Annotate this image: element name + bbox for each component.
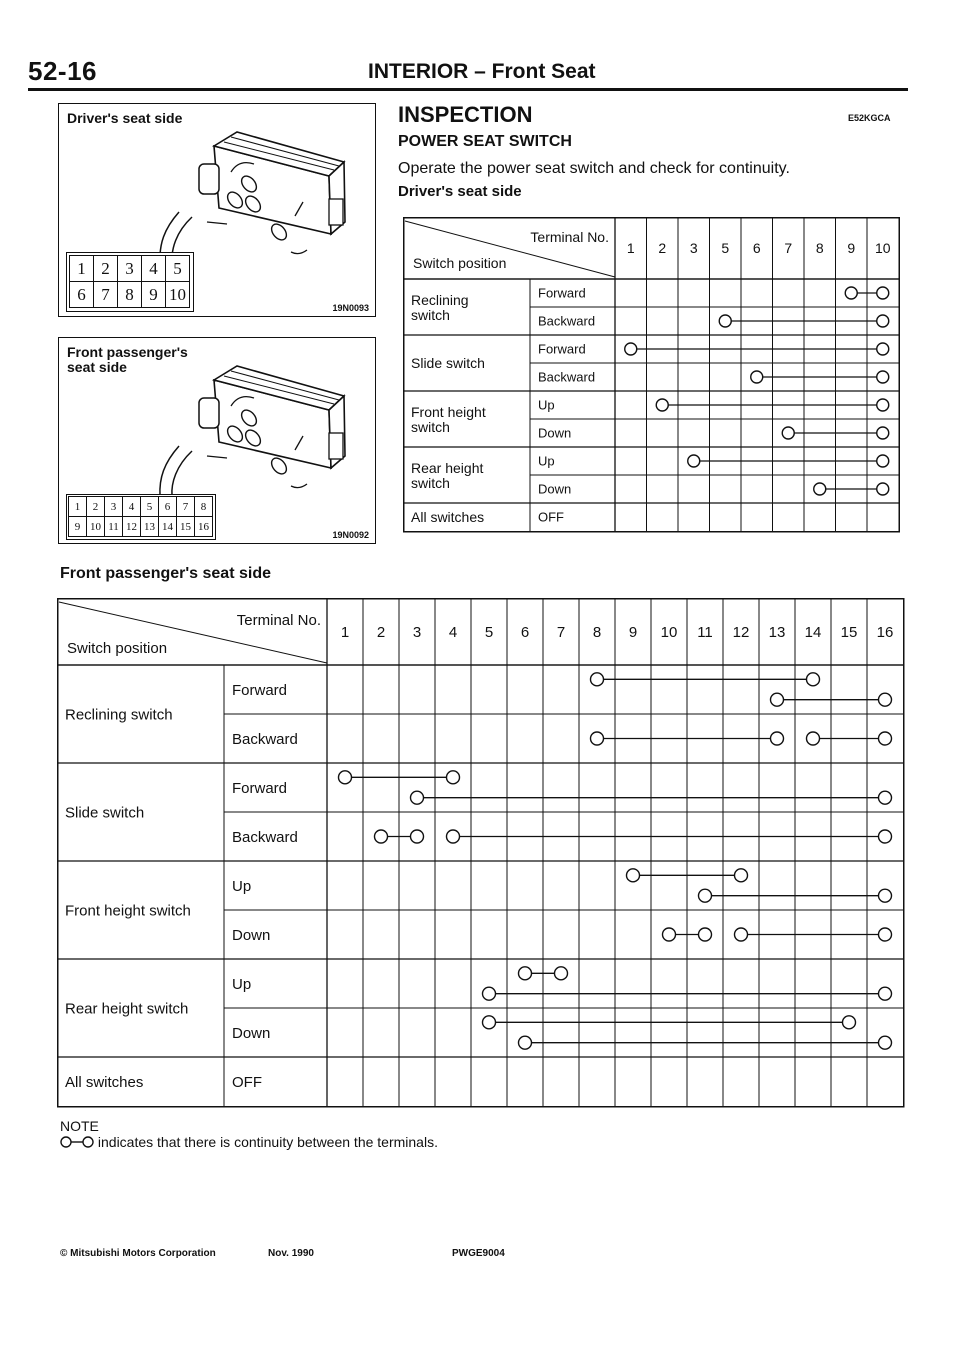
connector-pin: 4 [141,255,166,282]
footer-date: Nov. 1990 [268,1248,314,1259]
terminal-number: 16 [876,623,894,641]
group-label: All switches [411,508,485,525]
terminal-circle [877,455,889,467]
connector-pin: 5 [140,496,159,517]
terminal-circle [411,830,424,843]
figure-code: 19N0092 [332,530,369,540]
connector-pin: 2 [93,255,118,282]
connector-pin: 13 [140,516,159,537]
terminal-circle [411,791,424,804]
terminal-circle [656,399,668,411]
terminal-circle [483,1016,496,1029]
terminal-number: 11 [697,623,713,641]
terminal-number: 4 [448,623,458,641]
connector-pin: 12 [122,516,141,537]
footer-copyright: © Mitsubishi Motors Corporation [60,1248,216,1259]
position-label: Up [538,397,555,413]
terminal-circle [447,771,460,784]
header-switch-label: Switch position [413,254,507,271]
group-label: Rear height switch [65,1000,189,1018]
passengers-connector-pinout [66,494,216,540]
header-terminal-label: Terminal No. [530,228,609,245]
terminal-circle [375,830,388,843]
terminal-circle [625,343,637,355]
group-label: Front height switch [65,902,191,920]
terminal-circle [735,869,748,882]
figure-code: 19N0093 [332,303,369,313]
terminal-number: 6 [520,623,530,641]
terminal-circle [699,889,712,902]
connector-pin: 10 [86,516,105,537]
connector-pin: 14 [158,516,177,537]
terminal-circle [879,889,892,902]
terminal-number: 1 [340,623,350,641]
connector-pin: 6 [158,496,177,517]
footer-code: PWGE9004 [452,1248,505,1259]
terminal-circle [483,987,496,1000]
position-label: Down [538,425,572,441]
table-border [58,599,904,1107]
terminal-circle [735,928,748,941]
terminal-circle [555,967,568,980]
group-label: All switches [65,1073,144,1091]
terminal-circle [877,287,889,299]
group-label: Slide switch [65,804,145,822]
terminal-number: 3 [412,623,422,641]
terminal-number: 2 [376,623,386,641]
terminal-circle [879,791,892,804]
position-label: Up [232,877,252,895]
position-label: Forward [232,681,288,699]
connector-row [70,256,190,282]
connector-pin: 1 [69,255,94,282]
terminal-circle [771,693,784,706]
terminal-number: 5 [484,623,494,641]
terminal-circle [877,371,889,383]
terminal-circle [877,343,889,355]
group-label: Rear height [411,460,484,476]
drivers-connector-pinout [66,252,194,312]
terminal-number: 1 [626,239,635,256]
position-label: Backward [232,828,298,846]
note-text-line [60,1134,438,1150]
terminal-number: 10 [874,239,891,256]
terminal-circle [879,732,892,745]
terminal-number: 7 [784,239,793,256]
terminal-circle [807,673,820,686]
terminal-circle [879,987,892,1000]
connector-row [69,517,213,537]
position-label: Forward [538,341,586,357]
connector-pin: 9 [141,281,166,308]
passengers-continuity-table [57,598,907,1113]
group-label: Reclining switch [65,706,173,724]
inspection-code: E52KGCA [848,113,891,123]
terminal-circle [877,427,889,439]
terminal-circle [845,287,857,299]
terminal-number: 7 [556,623,566,641]
terminal-number: 9 [847,239,856,256]
group-label: Reclining [411,292,469,308]
terminal-circle [843,1016,856,1029]
terminal-circle [877,483,889,495]
connector-pin: 5 [165,255,190,282]
passengers-side-label: Front passenger's seat side [60,565,271,582]
position-label: OFF [538,509,564,525]
group-label: Front height [411,404,486,420]
connector-pin: 7 [176,496,195,517]
connector-pin: 1 [68,496,87,517]
terminal-number: 9 [628,623,638,641]
connector-pin: 6 [69,281,94,308]
inspection-description: Operate the power seat switch and check for continuity. [398,160,790,177]
header-rule [28,88,908,91]
note-text: indicates that there is continuity between the terminals. [97,1134,438,1150]
inspection-subheading: POWER SEAT SWITCH [398,133,572,150]
connector-pin: 2 [86,496,105,517]
terminal-circle [879,693,892,706]
connector-pin: 4 [122,496,141,517]
connector-pin: 11 [104,516,123,537]
connector-pin: 9 [68,516,87,537]
continuity-symbol-icon [60,1135,94,1149]
terminal-circle [447,830,460,843]
terminal-circle [663,928,676,941]
inspection-heading: INSPECTION [398,102,533,127]
connector-pin: 3 [104,496,123,517]
terminal-number: 8 [592,623,602,641]
figure-label: Driver's seat side [67,110,183,126]
position-label: Up [538,453,555,469]
terminal-circle [807,732,820,745]
connector-pin: 3 [117,255,142,282]
position-label: Down [232,926,271,944]
terminal-circle [879,1036,892,1049]
connector-pin: 10 [165,281,190,308]
terminal-number: 2 [658,239,667,256]
drivers-switch-figure [58,103,376,317]
passengers-switch-figure [58,337,376,544]
terminal-circle [627,869,640,882]
terminal-number: 6 [752,239,761,256]
note-title: NOTE [60,1118,99,1134]
terminal-circle [688,455,700,467]
position-label: Down [232,1024,271,1042]
connector-row [69,497,213,517]
terminal-circle [699,928,712,941]
header-switch-label: Switch position [67,639,168,657]
connector-pin: 15 [176,516,195,537]
terminal-circle [719,315,731,327]
header-terminal-label: Terminal No. [236,611,321,629]
connector-pin: 7 [93,281,118,308]
terminal-circle [877,315,889,327]
terminal-number: 10 [660,623,678,641]
terminal-number: 12 [732,623,750,641]
position-label: Down [538,481,572,497]
terminal-circle [814,483,826,495]
terminal-number: 13 [768,623,786,641]
terminal-number: 8 [815,239,824,256]
position-label: Up [232,975,252,993]
connector-pin: 8 [194,496,213,517]
position-label: Backward [538,313,596,329]
connector-pin: 16 [194,516,213,537]
terminal-circle [339,771,352,784]
terminal-circle [879,830,892,843]
terminal-circle [519,1036,532,1049]
terminal-circle [771,732,784,745]
terminal-circle [751,371,763,383]
position-label: Forward [538,285,586,301]
page-title: INTERIOR – Front Seat [368,60,596,83]
terminal-number: 3 [689,239,698,256]
group-label: switch [411,419,450,435]
page-number: 52-16 [28,56,97,86]
position-label: Forward [232,779,288,797]
drivers-side-label: Driver's seat side [398,183,522,200]
connector-pin: 8 [117,281,142,308]
terminal-number: 14 [804,623,822,641]
terminal-circle [591,673,604,686]
group-label: switch [411,307,450,323]
terminal-number: 5 [721,239,730,256]
terminal-circle [782,427,794,439]
position-label: Backward [232,730,298,748]
figure-label: Front passenger's seat side [67,344,188,375]
drivers-continuity-table [403,217,903,542]
group-label: Slide switch [411,354,485,371]
position-label: OFF [232,1073,262,1091]
position-label: Backward [538,369,596,385]
terminal-circle [591,732,604,745]
group-label: switch [411,475,450,491]
connector-row [70,282,190,308]
terminal-number: 15 [840,623,858,641]
terminal-circle [877,399,889,411]
terminal-circle [879,928,892,941]
terminal-circle [519,967,532,980]
